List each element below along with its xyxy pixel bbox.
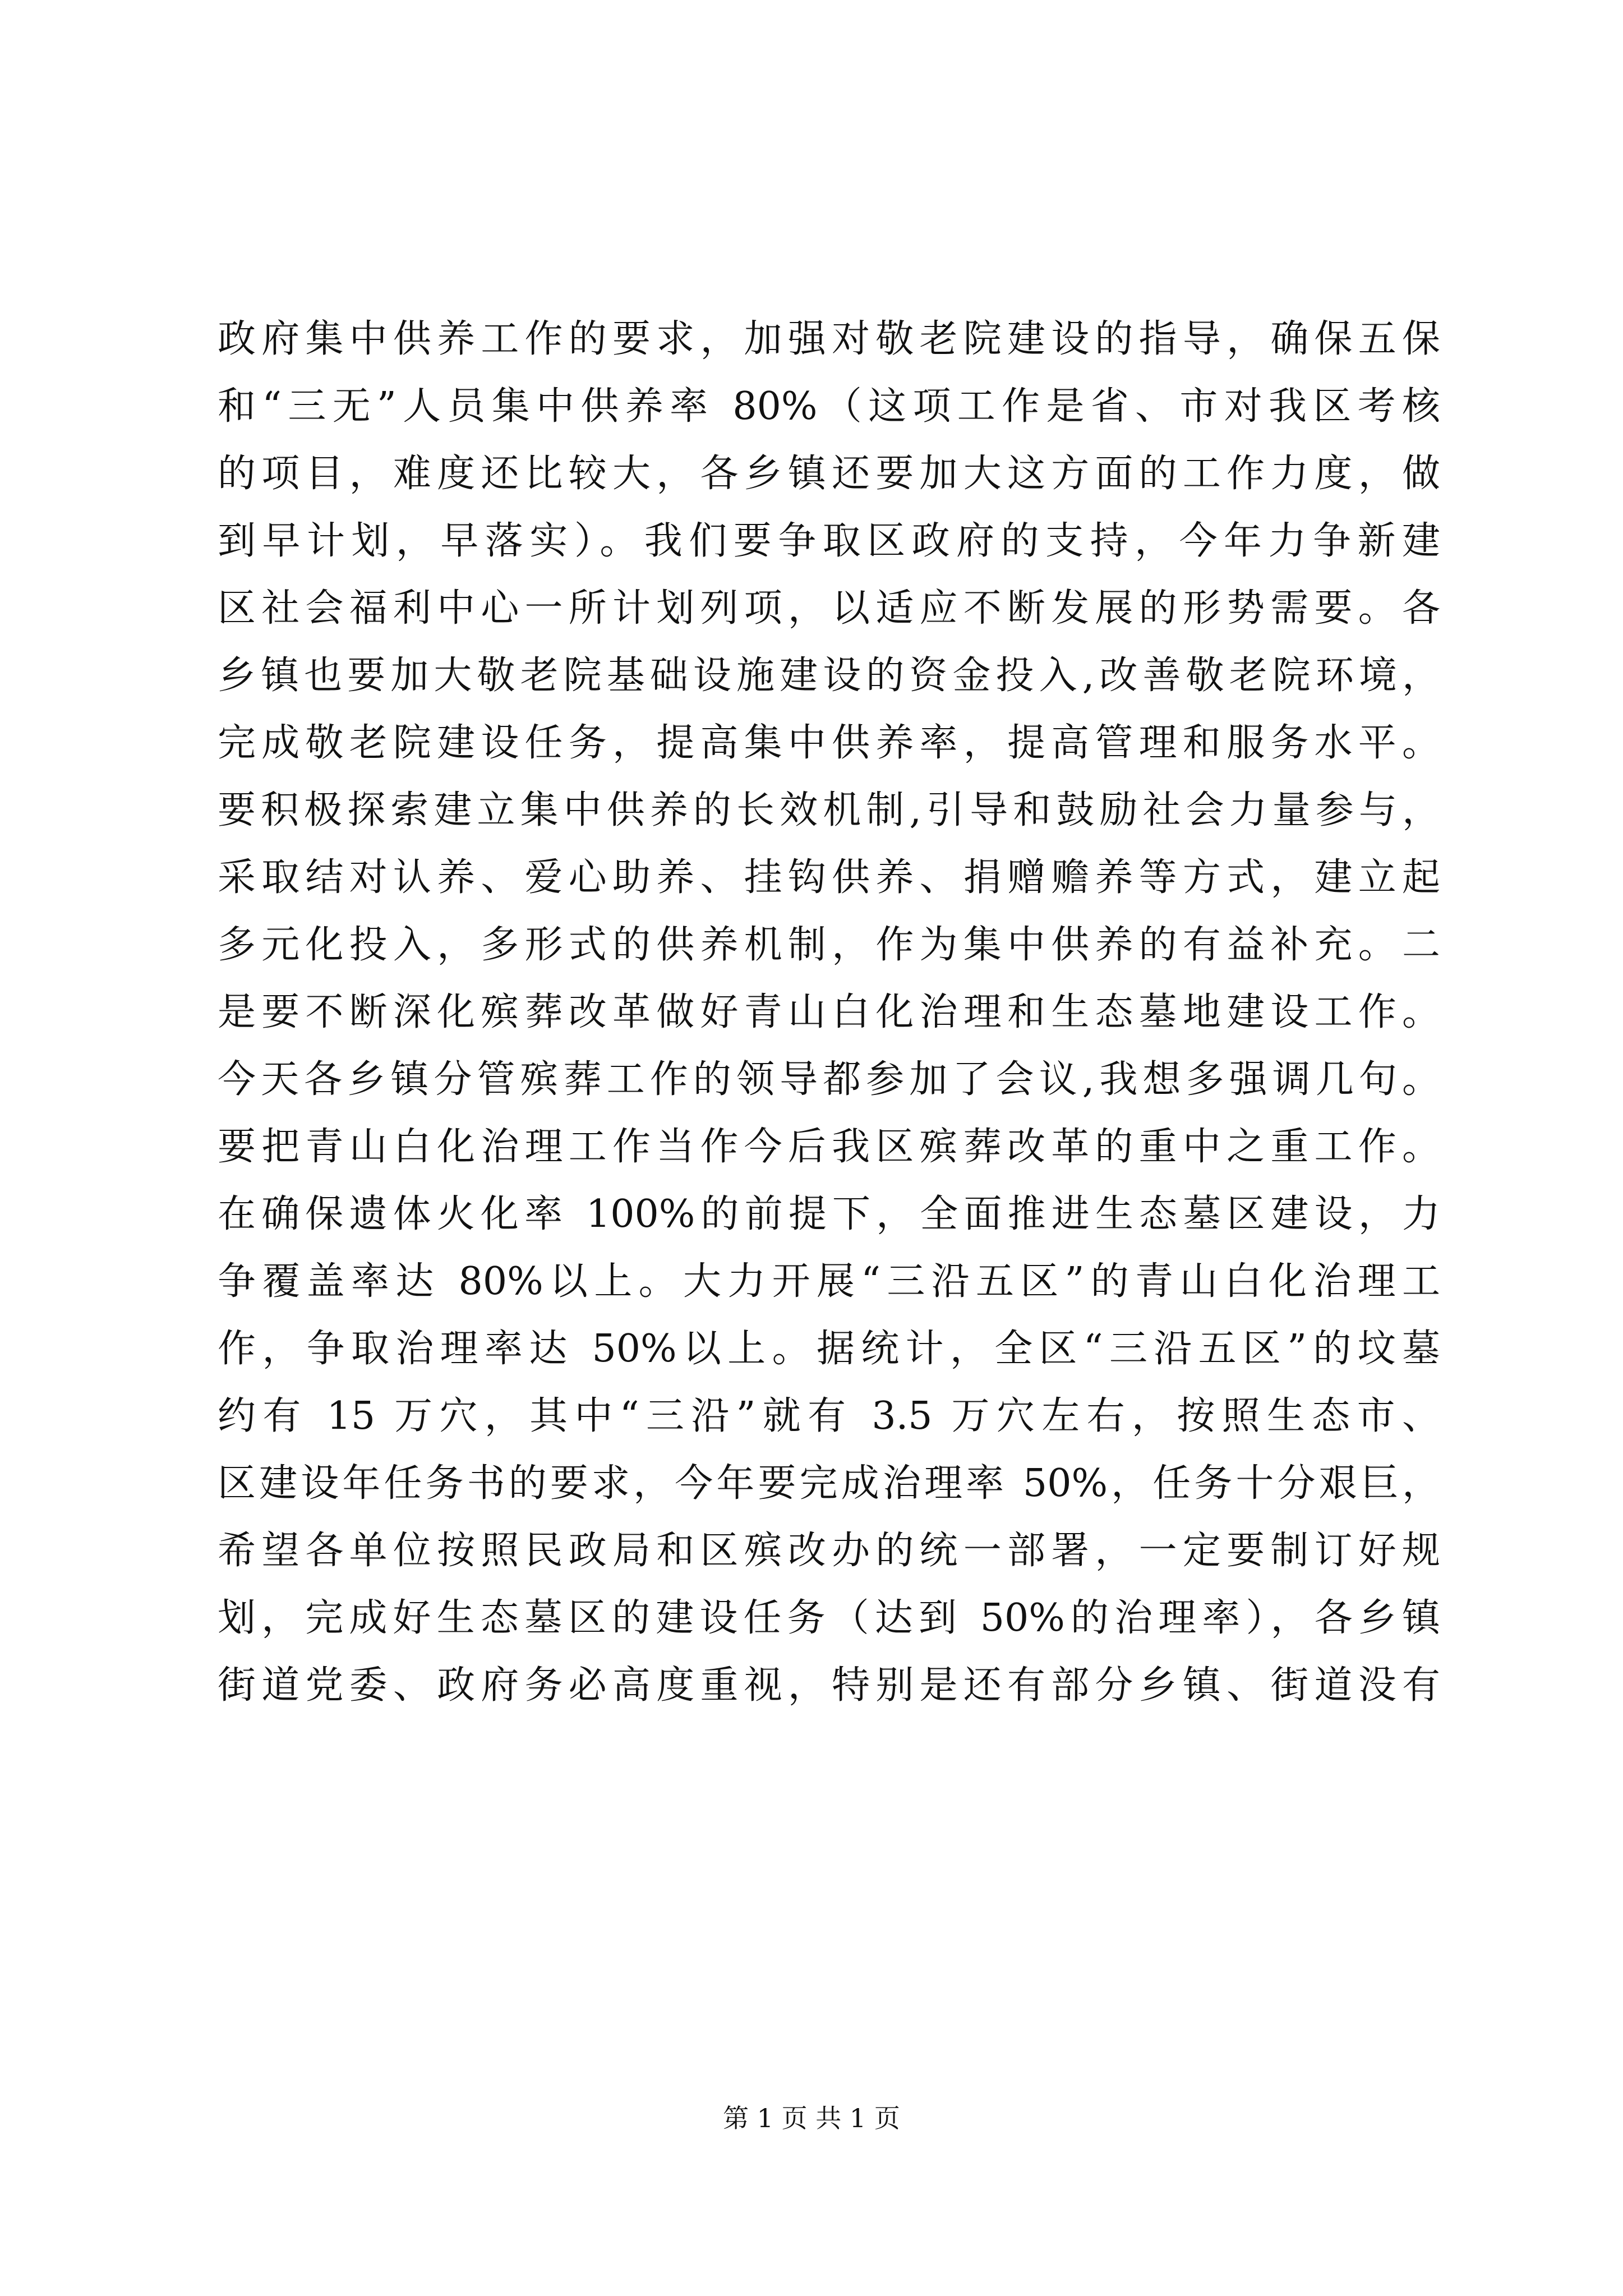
text-line: 今天各乡镇分管殡葬工作的领导都参加了会议,我想多强调几句。 bbox=[218, 1057, 1440, 1102]
text-line: 采取结对认养、爱心助养、挂钩供养、捐赠赡养等方式，建立起 bbox=[218, 855, 1440, 900]
text-line: 和“三无”人员集中供养率 80%（这项工作是省、市对我区考核 bbox=[218, 384, 1440, 429]
text-line: 到早计划，早落实）。我们要争取区政府的支持，今年力争新建 bbox=[218, 519, 1440, 563]
page-number-label: 第 1 页 共 1 页 bbox=[723, 2103, 900, 2133]
text-line: 争覆盖率达 80%以上。大力开展“三沿五区”的青山白化治理工 bbox=[218, 1259, 1440, 1304]
text-line: 完成敬老院建设任务，提高集中供养率，提高管理和服务水平。 bbox=[218, 721, 1440, 765]
text-line: 在确保遗体火化率 100%的前提下，全面推进生态墓区建设，力 bbox=[218, 1192, 1440, 1236]
text-line: 是要不断深化殡葬改革做好青山白化治理和生态墓地建设工作。 bbox=[218, 990, 1440, 1034]
body-text bbox=[218, 306, 1440, 1719]
text-line: 要积极探索建立集中供养的长效机制,引导和鼓励社会力量参与， bbox=[218, 788, 1440, 832]
text-line: 作，争取治理率达 50%以上。据统计，全区“三沿五区”的坟墓 bbox=[218, 1327, 1440, 1371]
text-line: 街道党委、政府务必高度重视，特别是还有部分乡镇、街道没有 bbox=[218, 1663, 1440, 1708]
text-line: 区建设年任务书的要求，今年要完成治理率 50%，任务十分艰巨， bbox=[218, 1461, 1440, 1506]
text-line: 区社会福利中心一所计划列项，以适应不断发展的形势需要。各 bbox=[218, 586, 1440, 631]
page-footer bbox=[0, 2101, 1623, 2135]
text-line: 政府集中供养工作的要求，加强对敬老院建设的指导，确保五保 bbox=[218, 317, 1440, 361]
text-line: 约有 15 万穴，其中“三沿”就有 3.5 万穴左右，按照生态市、 bbox=[218, 1394, 1440, 1438]
text-line: 的项目，难度还比较大，各乡镇还要加大这方面的工作力度，做 bbox=[218, 452, 1440, 496]
text-line: 希望各单位按照民政局和区殡改办的统一部署，一定要制订好规 bbox=[218, 1529, 1440, 1573]
text-line: 划，完成好生态墓区的建设任务（达到 50%的治理率），各乡镇 bbox=[218, 1596, 1440, 1640]
text-line: 多元化投入，多形式的供养机制，作为集中供养的有益补充。二 bbox=[218, 923, 1440, 967]
text-line: 要把青山白化治理工作当作今后我区殡葬改革的重中之重工作。 bbox=[218, 1125, 1440, 1169]
text-line: 乡镇也要加大敬老院基础设施建设的资金投入,改善敬老院环境， bbox=[218, 654, 1440, 698]
